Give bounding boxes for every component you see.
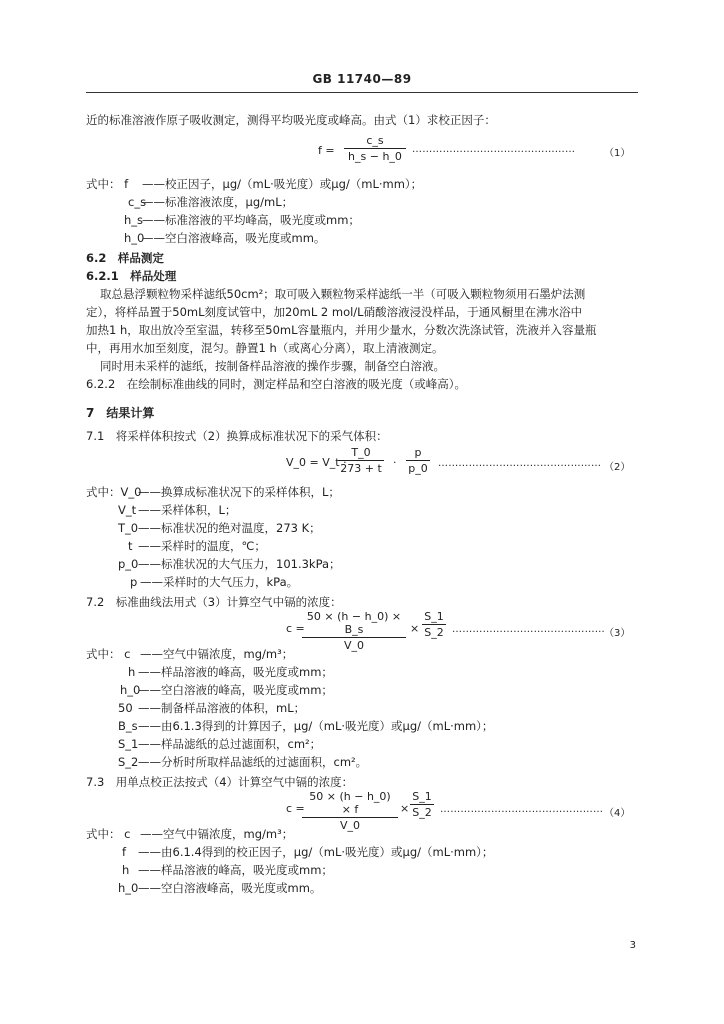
section-6-2-2: 6.2.2 在绘制标准曲线的同时，测定样品和空白溶液的吸光度（或峰高）。	[86, 377, 467, 391]
where3-desc-6: ——分析时所取样品滤纸的过滤面积，cm²。	[138, 755, 368, 769]
eq3-den2: S_2	[424, 626, 444, 639]
eq3-lhs: c =	[286, 622, 305, 635]
section-7-1: 7.1 将采样体积按式（2）换算成标准状况下的采气体积：	[86, 429, 388, 443]
where3-sym-5: S_1	[118, 737, 139, 751]
eq2-num1: T_0	[351, 446, 371, 459]
where1-sym-0: 式中： f	[86, 177, 129, 191]
eq4-fraction-2	[410, 790, 434, 819]
page-header: GB 11740—89	[312, 72, 412, 86]
eq2-mid: ·	[393, 456, 397, 469]
header-rule	[86, 92, 638, 93]
where2-sym-0: 式中：V_0	[86, 485, 142, 499]
where2-desc-5: ——采样时的大气压力，kPa。	[140, 575, 299, 589]
eq2-lhs: V_0 = V_t ·	[286, 456, 347, 469]
eq4-lhs: c =	[286, 802, 305, 815]
eq1-number: （1）	[604, 148, 631, 159]
where3-sym-6: S_2	[118, 755, 139, 769]
eq4-den1: V_0	[339, 819, 361, 832]
where2-sym-5: p	[130, 575, 138, 589]
where3-sym-0: 式中： c	[86, 647, 131, 661]
where1-desc-3: ——空白溶液峰高，吸光度或mm。	[142, 231, 326, 245]
where2-sym-2: T_0	[118, 521, 139, 535]
para-621-blank: 同时用未采样的滤纸，按制备样品溶液的操作步骤，制备空白溶液。	[100, 359, 445, 373]
eq3-number: （3）	[604, 628, 631, 639]
eq3-fraction-2	[422, 610, 446, 639]
where4-sym-3: h_0	[118, 881, 139, 895]
section-7-3: 7.3 用单点校正法按式（4）计算空气中镉的浓度：	[86, 775, 354, 789]
eq2-den2: p_0	[408, 462, 428, 475]
where3-sym-2: h_0	[120, 683, 141, 697]
where2-desc-0: ——换算成标准状况下的采样体积，L；	[138, 485, 340, 499]
eq2-fraction-2	[406, 446, 430, 475]
eq1-numerator: c_s	[366, 134, 384, 147]
where4-sym-0: 式中： c	[86, 827, 131, 841]
where3-desc-2: ——空白溶液的峰高，吸光度或mm；	[138, 683, 333, 697]
where2-desc-2: ——标准状况的绝对温度，273 K；	[138, 521, 321, 535]
where4-desc-0: ——空气中镉浓度，mg/m³；	[140, 827, 294, 841]
where1-desc-1: ——标准溶液浓度，μg/mL；	[142, 195, 294, 209]
where4-sym-1: f	[122, 845, 127, 859]
eq2-fraction-1	[338, 446, 384, 475]
eq1-denominator: h_s − h_0	[348, 150, 402, 163]
where2-sym-4: p_0	[118, 557, 139, 571]
where1-sym-2: h_s	[124, 213, 144, 227]
where2-sym-1: V_t	[118, 503, 137, 517]
where3-desc-4: ——由6.1.3得到的计算因子，μg/（mL·吸光度）或μg/（mL·mm）；	[138, 719, 494, 733]
eq2-number: （2）	[604, 462, 631, 473]
eq3-fraction-1	[302, 610, 406, 652]
eq4-fraction-1	[302, 790, 398, 832]
where1-desc-0: ——校正因子，μg/（mL·吸光度）或μg/（mL·mm）；	[142, 177, 423, 191]
eq4-mid: ×	[400, 802, 410, 815]
where3-desc-3: ——制备样品溶液的体积，mL；	[138, 701, 306, 715]
where3-sym-1: h	[128, 665, 136, 679]
where4-desc-1: ——由6.1.4得到的校正因子，μg/（mL·吸光度）或μg/（mL·mm）；	[138, 845, 494, 859]
page-number: 3	[629, 940, 636, 951]
where3-sym-4: B_s	[118, 719, 138, 733]
where1-desc-2: ——标准溶液的平均峰高，吸光度或mm；	[142, 213, 360, 227]
where2-desc-1: ——采样体积，L；	[138, 503, 237, 517]
eq3-den1: V_0	[343, 639, 365, 652]
eq2-den1: 273 + t	[340, 462, 382, 475]
where4-desc-2: ——样品溶液的峰高，吸光度或mm；	[138, 863, 333, 877]
where3-sym-3: 50	[118, 701, 133, 715]
eq3-num2: S_1	[424, 610, 444, 623]
para-621-line-2: 加热1 h，取出放冷至室温，转移至50mL容量瓶内，并用少量水，分数次洗涤试管，洗液并入容量瓶	[86, 323, 597, 337]
para-621-line-1: 定），将样品置于50mL刻度试管中，加20mL 2 mol/L硝酸溶液浸没样品，于通风橱里在沸水浴中	[86, 305, 583, 319]
where2-sym-3: t	[128, 539, 133, 553]
eq4-num2: S_1	[412, 790, 432, 803]
section-6-2: 6.2 样品测定	[86, 251, 164, 265]
where3-desc-0: ——空气中镉浓度，mg/m³；	[140, 647, 294, 661]
eq3-num1: 50 × (h − h_0) × B_s	[306, 610, 402, 636]
para-621-line-3: 中，再用水加至刻度，混匀。静置1 h（或离心分离），取上清液测定。	[86, 341, 444, 355]
section-7: 7 结果计算	[86, 406, 155, 420]
eq4-den2: S_2	[412, 806, 432, 819]
section-6-2-1: 6.2.1 样品处理	[86, 269, 177, 283]
section-7-2: 7.2 标准曲线法用式（3）计算空气中镉的浓度：	[86, 595, 342, 609]
where4-desc-3: ——空白溶液峰高，吸光度或mm。	[138, 881, 322, 895]
where1-sym-3: h_0	[124, 231, 145, 245]
where2-desc-3: ——采样时的温度，℃；	[138, 539, 266, 553]
where1-sym-1: c_s	[128, 195, 147, 209]
eq2-num2: p	[414, 446, 422, 459]
para-621-line-0: 取总悬浮颗粒物采样滤纸50cm²；取可吸入颗粒物采样滤纸一半（可吸入颗粒物须用石墨炉法测	[100, 287, 586, 301]
where2-desc-4: ——标准状况的大气压力，101.3kPa；	[138, 557, 341, 571]
where3-desc-5: ——样品滤纸的总过滤面积，cm²；	[138, 737, 322, 751]
eq4-number: （4）	[604, 808, 631, 819]
intro-line: 近的标准溶液作原子吸收测定，测得平均吸光度或峰高。由式（1）求校正因子：	[86, 113, 496, 127]
eq4-num1: 50 × (h − h_0) × f	[309, 790, 391, 816]
eq1-fraction	[344, 134, 406, 163]
eq3-mid: ×	[410, 622, 420, 635]
eq1-lhs: f =	[318, 144, 335, 157]
where3-desc-1: ——样品溶液的峰高，吸光度或mm；	[138, 665, 333, 679]
where4-sym-2: h	[122, 863, 130, 877]
